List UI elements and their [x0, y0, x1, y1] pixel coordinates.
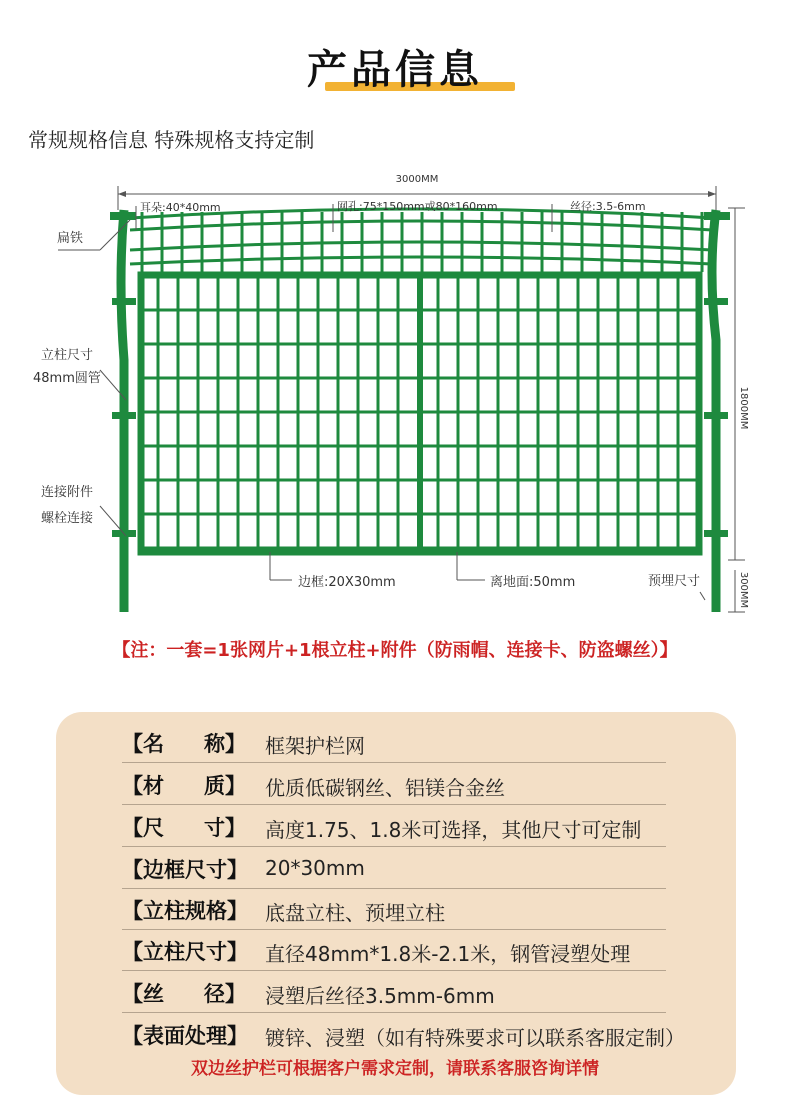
spec-key-start: 【表面处理】 [122, 1024, 248, 1048]
spec-value: 直径48mm*1.8米-2.1米，钢管浸塑处理 [265, 942, 631, 966]
spec-value: 浸塑后丝径3.5mm-6mm [265, 984, 495, 1008]
spec-key-start: 【立柱尺寸】 [122, 940, 248, 964]
spec-row [122, 930, 666, 971]
height-label: 1800MM [738, 386, 749, 430]
spec-key-end: 称】 [204, 732, 246, 756]
spec-value: 镀锌、浸塑（如有特殊要求可以联系客服定制） [265, 1026, 685, 1050]
fence-diagram [0, 160, 790, 620]
spec-row [122, 806, 666, 847]
spec-key [122, 812, 246, 842]
post-size-label-1: 立柱尺寸 [41, 348, 94, 363]
spec-value: 高度1.75、1.8米可选择，其他尺寸可定制 [265, 818, 642, 842]
spec-key-start: 【材 [122, 774, 164, 798]
spec-row [122, 764, 666, 805]
spec-key-start: 【丝 [122, 982, 164, 1006]
spec-row [122, 1014, 685, 1054]
left-post [121, 210, 124, 612]
spec-key [122, 895, 246, 925]
spec-key [122, 978, 246, 1008]
right-post [712, 210, 716, 612]
page-title: 产品信息 [307, 47, 483, 93]
frame-label: 边框:20X30mm [298, 575, 396, 590]
embed-size-label: 预埋尺寸 [648, 574, 701, 589]
wire-label: 丝径:3.5-6mm [570, 200, 646, 213]
spec-row [122, 848, 666, 889]
spec-key-end: 寸】 [204, 816, 246, 840]
spec-key-start: 【尺 [122, 816, 164, 840]
ground-label: 离地面:50mm [490, 575, 576, 590]
spec-key [122, 1020, 246, 1050]
spec-key-end: 质】 [204, 774, 246, 798]
width-label: 3000MM [395, 174, 439, 185]
spec-key-start: 【立柱规格】 [122, 899, 248, 923]
spec-key [122, 728, 246, 758]
spec-key [122, 936, 246, 966]
spec-value: 底盘立柱、预埋立柱 [265, 901, 445, 925]
set-note: 【注：一套=1张网片+1根立柱+附件（防雨帽、连接卡、防盗螺丝）】 [112, 640, 678, 661]
ear-label: 耳朵:40*40mm [140, 201, 221, 214]
spec-key-end: 径】 [204, 982, 246, 1006]
flat-iron-label: 扁铁 [57, 231, 84, 246]
footer-note: 双边丝护栏可根据客户需求定制，请联系客服咨询详情 [191, 1059, 599, 1079]
spec-key [122, 854, 246, 884]
spec-row [122, 889, 666, 930]
spec-row [122, 972, 666, 1013]
embed-label: 300MM [738, 571, 749, 609]
connector-label-2: 螺栓连接 [41, 511, 94, 526]
spec-key [122, 770, 246, 800]
subtitle: 常规规格信息 特殊规格支持定制 [28, 128, 315, 152]
spec-key-start: 【边框尺寸】 [122, 858, 248, 882]
post-size-label-2: 48mm圆管 [33, 371, 101, 386]
spec-row [122, 722, 666, 763]
mesh-label: 网孔:75*150mm或80*160mm [337, 200, 498, 213]
spec-key-start: 【名 [122, 732, 164, 756]
spec-value: 框架护栏网 [265, 734, 365, 758]
spec-value: 优质低碳钢丝、铝镁合金丝 [265, 776, 505, 800]
spec-value: 20*30mm [265, 856, 365, 880]
connector-label-1: 连接附件 [41, 485, 94, 500]
